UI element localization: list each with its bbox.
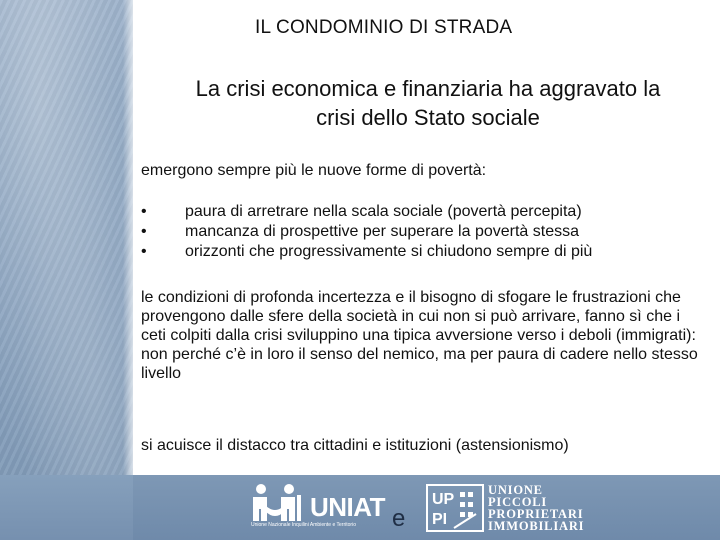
uppi-name (488, 484, 584, 532)
uppi-name-line: PICCOLI (488, 495, 548, 509)
uppi-mark-line-2: PI (432, 511, 448, 528)
uppi-mark-line-1: UP (432, 491, 455, 508)
uppi-logo-icon (426, 484, 484, 532)
conjunction-text: e (392, 505, 406, 532)
bullet-glyph: • (141, 243, 147, 260)
bullet-glyph: • (141, 203, 147, 220)
bullet-item (141, 242, 706, 262)
bullet-item (141, 202, 706, 222)
uppi-name-line: PROPRIETARI (488, 507, 584, 521)
body-paragraph: le condizioni di profonda incertezza e il bisogno di sfogare le frustrazioni che provengono dalle sfere della società in cui non si può arrivare, fanno sì che i ceti colpiti dalla crisi sviluppino una tipica avversione verso i deboli (immigrati): non perché c’è in loro il senso del nemico, ma per paura di cadere nello stesso livello (141, 289, 698, 382)
bullet-text: orizzonti che progressivamente si chiudono sempre di più (185, 243, 593, 260)
subtitle-line-2: crisi dello Stato sociale (316, 105, 540, 130)
subtitle-line-1: La crisi economica e finanziaria ha aggravato la (195, 76, 661, 101)
closing-text: si acuisce il distacco tra cittadini e istituzioni (astensionismo) (141, 437, 569, 454)
uppi-name-line: IMMOBILIARI (488, 519, 585, 533)
uniat-wordmark: UNIAT (310, 492, 386, 522)
decorative-side-band (0, 0, 133, 540)
uppi-name-line: UNIONE (488, 483, 543, 497)
header-title: IL CONDOMINIO DI STRADA (255, 17, 513, 38)
intro-text: emergono sempre più le nuove forme di povertà: (141, 162, 487, 179)
bullet-item (141, 222, 706, 242)
bullet-list (141, 202, 706, 262)
bullet-text: paura di arretrare nella scala sociale (povertà percepita) (185, 203, 582, 220)
uniat-tagline: Unione Nazionale Inquilini Ambiente e Territorio (251, 522, 356, 528)
slide-subtitle (138, 74, 718, 132)
bullet-text: mancanza di prospettive per superare la povertà stessa (185, 223, 579, 240)
bullet-glyph: • (141, 223, 147, 240)
footer-logo-bar (133, 475, 720, 540)
